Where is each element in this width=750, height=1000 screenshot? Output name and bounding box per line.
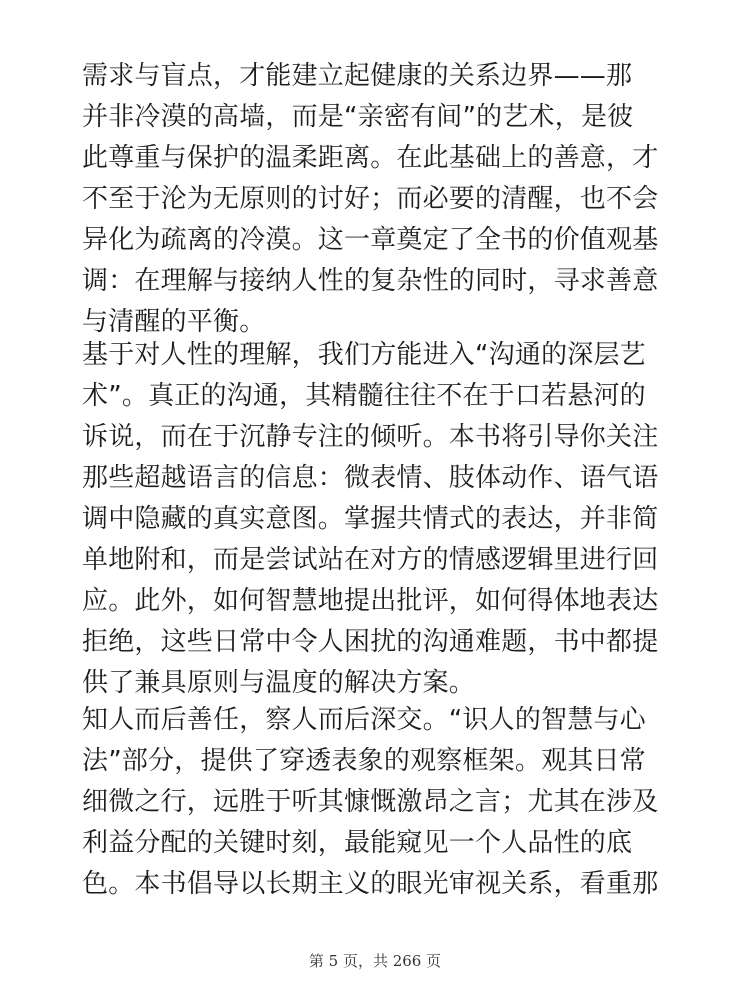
text-line: 细微之行，远胜于听其慷慨激昂之言；尤其在涉及 bbox=[82, 787, 659, 817]
paragraph-3 bbox=[82, 700, 702, 905]
page-number-footer: 第 5 页，共 266 页 bbox=[308, 952, 442, 970]
paragraph-2 bbox=[82, 335, 702, 704]
text-line: 供了兼具原则与温度的解决方案。 bbox=[82, 668, 476, 698]
text-line: 那些超越语言的信息：微表情、肢体动作、语气语 bbox=[82, 463, 659, 493]
text-line: 术”。真正的沟通，其精髓往往不在于口若悬河的 bbox=[82, 381, 646, 411]
text-line: 需求与盲点，才能建立起健康的关系边界——那 bbox=[82, 61, 633, 91]
text-line: 调中隐藏的真实意图。掌握共情式的表达，并非简 bbox=[82, 504, 659, 534]
text-line: 知人而后善任，察人而后深交。“识人的智慧与心 bbox=[82, 705, 646, 735]
text-line: 并非冷漠的高墙，而是“亲密有间”的艺术，是彼 bbox=[82, 102, 634, 132]
text-line: 与清醒的平衡。 bbox=[82, 307, 266, 337]
text-line: 不至于沦为无原则的讨好；而必要的清醒，也不会 bbox=[82, 184, 659, 214]
text-line: 异化为疏离的冷漠。这一章奠定了全书的价值观基 bbox=[82, 225, 659, 255]
text-line: 基于对人性的理解，我们方能进入“沟通的深层艺 bbox=[82, 340, 646, 370]
text-line: 拒绝，这些日常中令人困扰的沟通难题，书中都提 bbox=[82, 627, 659, 657]
text-line: 应。此外，如何智慧地提出批评，如何得体地表达 bbox=[82, 586, 659, 616]
text-line: 单地附和，而是尝试站在对方的情感逻辑里进行回 bbox=[82, 545, 659, 575]
text-line: 诉说，而在于沉静专注的倾听。本书将引导你关注 bbox=[82, 422, 659, 452]
text-line: 调：在理解与接纳人性的复杂性的同时，寻求善意 bbox=[82, 266, 659, 296]
text-line: 此尊重与保护的温柔距离。在此基础上的善意，才 bbox=[82, 143, 659, 173]
text-line: 法”部分，提供了穿透表象的观察框架。观其日常 bbox=[82, 746, 646, 776]
text-line: 色。本书倡导以长期主义的眼光审视关系，看重那 bbox=[82, 869, 659, 899]
paragraph-1 bbox=[82, 56, 702, 343]
text-line: 利益分配的关键时刻，最能窥见一个人品性的底 bbox=[82, 828, 633, 858]
